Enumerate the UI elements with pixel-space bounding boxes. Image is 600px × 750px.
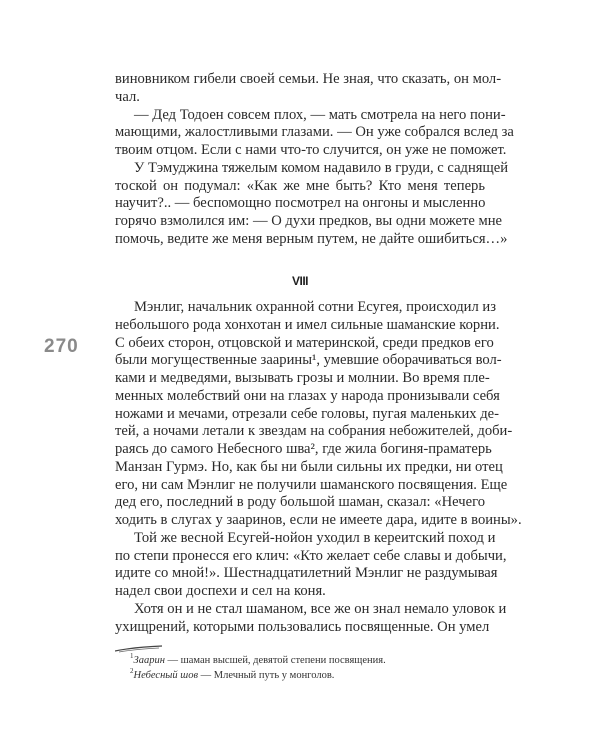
text-line: ками и медведями, вызывать грозы и молнии. Во время пле- [115, 370, 490, 386]
text-block-top [115, 71, 514, 249]
footnote-mark: 2 [130, 666, 134, 675]
text-block-section [115, 299, 522, 636]
text-line: его, ни сам Мэнлиг не получили шаманского посвящения. Еще [115, 476, 508, 493]
footnote-text: — шаман высшей, девятой степени посвящения. [164, 655, 386, 666]
footnote-2 [130, 666, 386, 684]
footnote-separator-ornament [115, 645, 163, 653]
footnote-text: — Млечный путь у монголов. [198, 669, 335, 681]
text-line: чал. [115, 88, 140, 105]
footnote-term: Небесный шов [133, 669, 198, 681]
text-line: Той же весной Есугей-нойон уходил в кереитский поход и [134, 529, 496, 546]
text-line: по степи пронесся его клич: «Кто желает себе славы и добычи, [115, 547, 507, 564]
text-line: ухищрений, которыми пользовались посвященные. Он умел [115, 618, 490, 635]
text-line: были могущественные заарины¹, умевшие оборачиваться вол- [115, 352, 502, 369]
text-line: небольшого рода хонхотан и имел сильные шаманские корни. [115, 316, 500, 333]
text-line: помочь, ведите же меня верным путем, не дайте ошибиться…» [115, 230, 508, 247]
text-line: мающими, жалостливыми глазами. — Он уже собрался вслед за [115, 124, 514, 141]
text-line: ходить в слугах у зааринов, если не имеете дара, идите в воины». [115, 512, 522, 528]
text-line: Манзан Гурмэ. Но, как бы ни были сильны их предки, ни отец [115, 458, 503, 475]
footnote-term: Заарин [133, 655, 165, 666]
page-number: 270 [44, 336, 79, 357]
text-line: С обеих сторон, отцовской и материнской, среди предков его [115, 334, 494, 351]
footnotes [130, 654, 386, 683]
text-line: тей, а ночами летали к звездам на собрания небожителей, доби- [115, 423, 513, 440]
text-line: горячо взмолился им: — О духи предков, вы одни можете мне [115, 213, 502, 229]
text-line: научит?.. — беспомощно посмотрел на онгоны и мысленно [115, 195, 486, 212]
text-line: Хотя он и не стал шаманом, все же он знал немало уловок и [134, 600, 507, 617]
text-line: тоской он подумал: «Как же мне быть? Кто меня теперь [115, 177, 485, 194]
text-line: идите со мной!». Шестнадцатилетний Мэнлиг не раздумывая [115, 565, 498, 582]
footnote-1 [130, 654, 386, 669]
text-line: Мэнлиг, начальник охранной сотни Есугея, происходил из [134, 299, 496, 315]
text-line: менных молебствий они на глазах у народа пронизывали себя [115, 387, 500, 404]
text-line: виновником гибели своей семьи. Не зная, что сказать, он мол- [115, 71, 502, 87]
footnote-mark: 1 [130, 652, 134, 660]
text-line: раясь до самого Небесного шва², где жила богиня-праматерь [115, 441, 492, 457]
text-line: дед его, последний в роду большой шаман, сказал: «Нечего [115, 494, 485, 511]
text-line: — Дед Тодоен совсем плох, — мать смотрела на него пони- [134, 106, 506, 123]
text-line: надел свои доспехи и сел на коня. [115, 583, 326, 599]
text-line: ножами и мечами, отрезали себе головы, пугая маленьких де- [115, 405, 499, 422]
text-line: У Тэмуджина тяжелым комом надавило в груди, с саднящей [134, 159, 509, 176]
text-line: твоим отцом. Если с нами что-то случится, он уже не поможет. [115, 142, 507, 158]
section-heading: VIII [291, 274, 308, 288]
